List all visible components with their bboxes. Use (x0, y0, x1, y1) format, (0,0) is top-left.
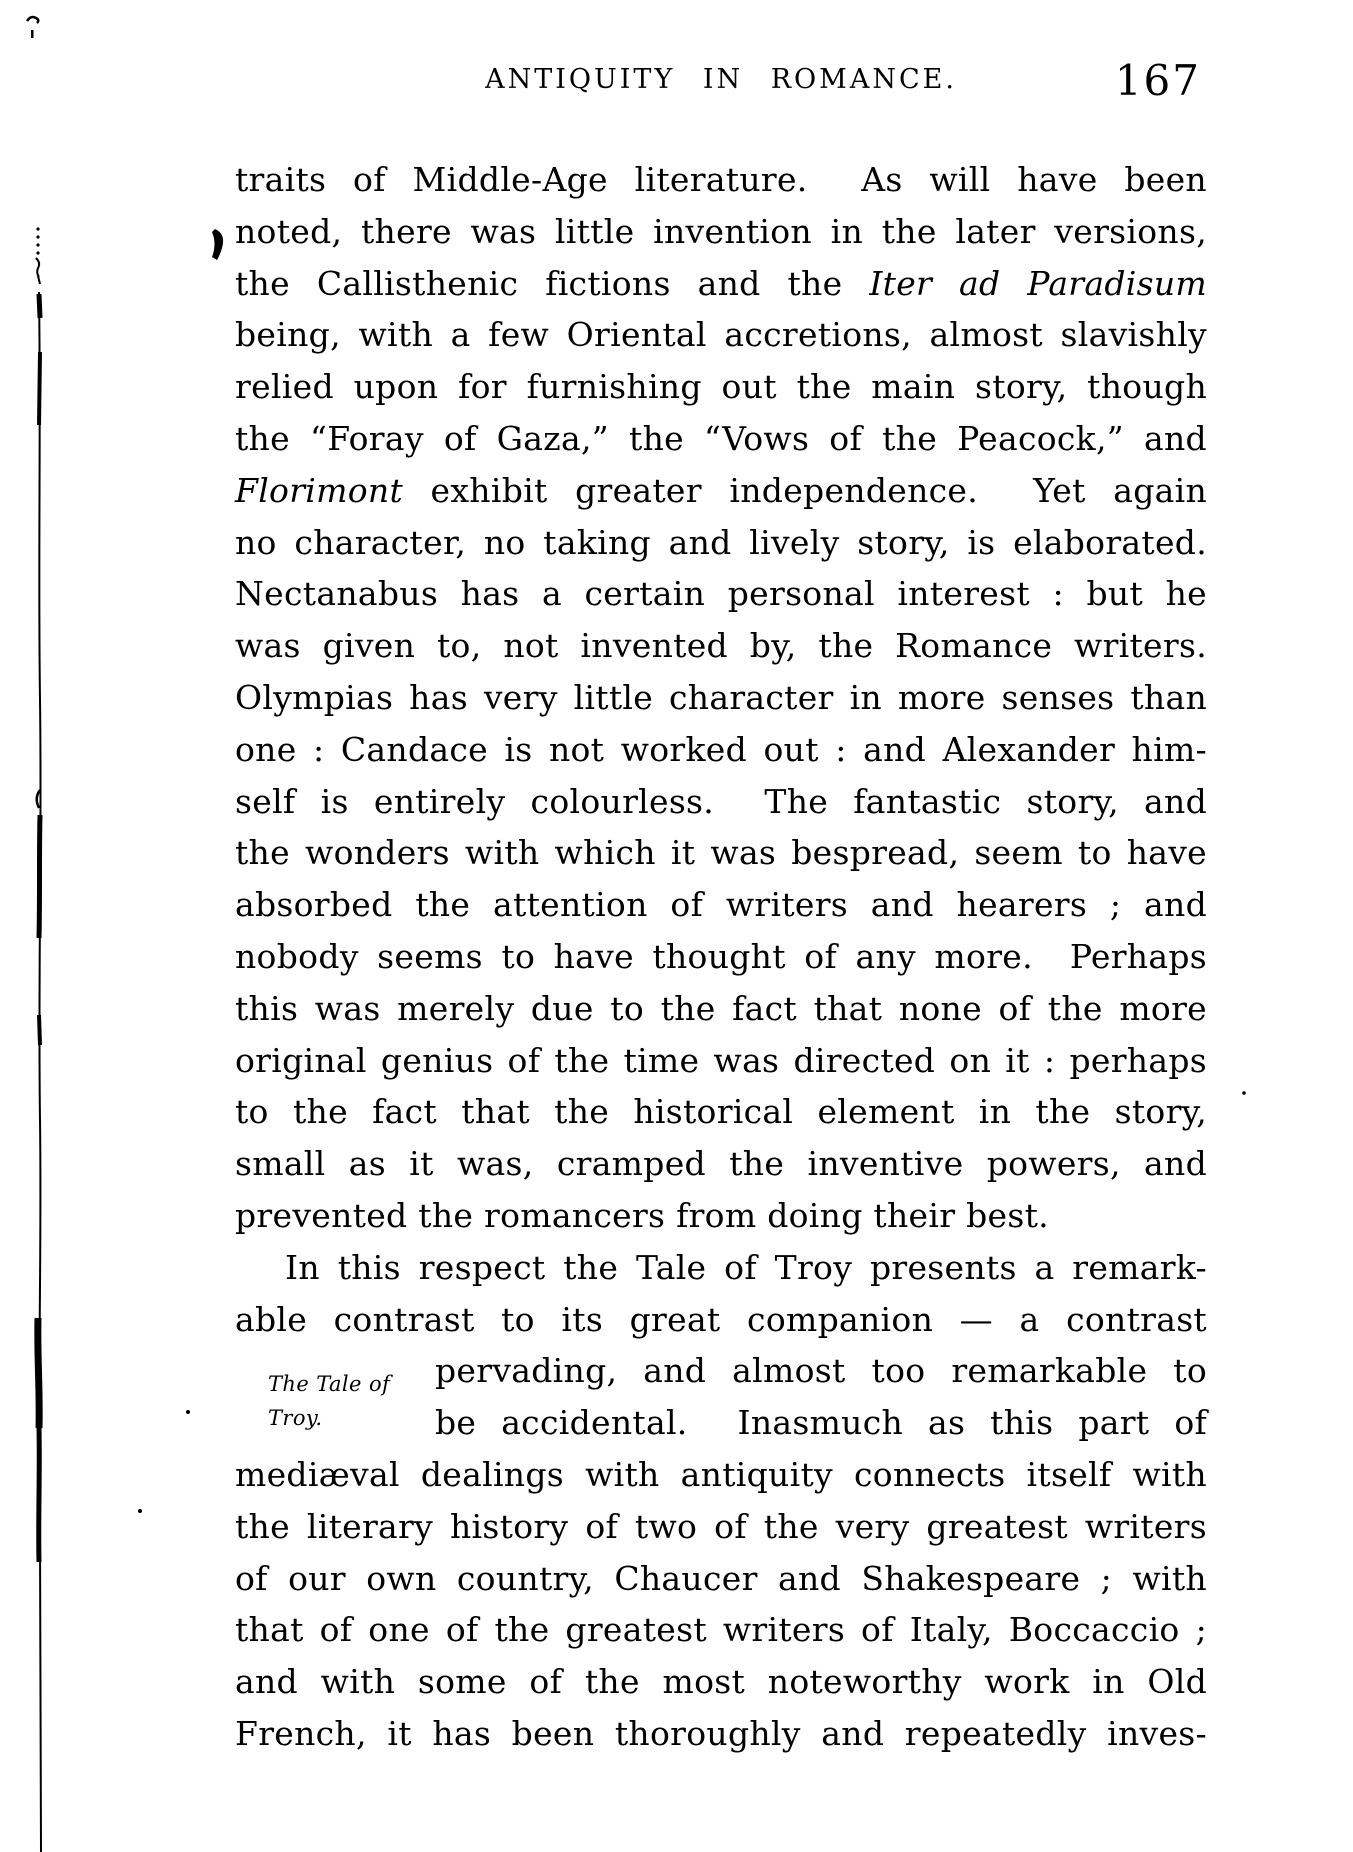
binding-line-artifact (39, 292, 41, 1852)
text-line (235, 1138, 1207, 1190)
top-left-dot-artifact (31, 30, 34, 38)
binding-line-thick-4 (39, 1015, 40, 1045)
text-segment: this was merely due to the fact that none of the more (235, 988, 1207, 1028)
text-line (235, 672, 1207, 724)
left-edge-brace-artifact (36, 258, 39, 277)
text-line (235, 1656, 1207, 1708)
text-segment: mediæval dealings with antiquity connects itself with (235, 1454, 1207, 1494)
text-segment: was given to, not invented by, the Romance writers. (235, 626, 1207, 666)
speck-artifact-1 (186, 1410, 190, 1414)
binding-line-thick-1 (39, 294, 40, 318)
binding-line-hook (37, 790, 40, 808)
text-segment: traits of Middle-Age literature. As will have been (235, 160, 1207, 199)
text-segment: Olympias has very little character in more senses than (235, 677, 1207, 717)
binding-line-thick-2 (39, 352, 40, 425)
text-block (235, 154, 1207, 1760)
text-segment: and with some of the most noteworthy work in Old (235, 1662, 1207, 1702)
text-segment: able contrast to its great companion — a contrast (235, 1299, 1207, 1339)
text-line (235, 983, 1207, 1035)
text-line (235, 206, 1207, 258)
speck-artifact-2 (138, 1509, 142, 1513)
text-line (235, 309, 1207, 361)
text-line (235, 465, 1207, 517)
text-line (235, 620, 1207, 672)
text-line (235, 1604, 1207, 1656)
text-line (235, 1035, 1207, 1087)
text-line (235, 413, 1207, 465)
text-segment: exhibit greater independence. Yet again (403, 470, 1207, 510)
text-segment: the literary history of two of the very greatest writers (235, 1506, 1207, 1546)
text-segment: nobody seems to have thought of any more. Perhaps (235, 936, 1207, 976)
top-left-mark-artifact (27, 17, 38, 23)
text-line (235, 1190, 1207, 1242)
page-number: 167 (1114, 56, 1201, 105)
left-edge-dots-artifact (36, 227, 39, 254)
margin-note-line-1: The Tale of (268, 1372, 391, 1396)
ink-mark-artifact (212, 229, 223, 260)
text-segment: the “Foray of Gaza,” the “Vows of the Peacock,” and (235, 418, 1207, 458)
binding-line-thick-3 (39, 815, 40, 938)
text-line (235, 879, 1207, 931)
left-edge-tick-artifact (38, 276, 40, 284)
text-line (235, 568, 1207, 620)
text-segment: self is entirely colourless. The fantastic story, and (235, 781, 1207, 821)
italic-text-segment: Florimont (235, 470, 404, 510)
text-line (235, 1553, 1207, 1605)
text-segment: the Callisthenic fictions and the (235, 263, 870, 303)
text-line (235, 1501, 1207, 1553)
text-segment: original genius of the time was directed on it : perhaps (235, 1040, 1207, 1080)
running-header: ANTIQUITY IN ROMANCE. (485, 64, 957, 95)
binding-line-thick-5 (38, 1318, 39, 1428)
margin-note (268, 1367, 390, 1435)
text-segment: to the fact that the historical element in the story, (235, 1092, 1207, 1132)
text-segment: pervading, and almost too remarkable to (435, 1351, 1207, 1391)
text-line (235, 361, 1207, 413)
text-line (235, 517, 1207, 569)
text-segment: In this respect the Tale of Troy presents a remark- (285, 1247, 1207, 1287)
text-line (235, 1242, 1207, 1294)
text-segment: being, with a few Oriental accretions, almost slavishly (235, 315, 1207, 355)
text-line (235, 1294, 1207, 1346)
text-line (235, 1086, 1207, 1138)
text-segment: the wonders with which it was bespread, seem to have (235, 833, 1207, 873)
text-segment: French, it has been thoroughly and repeatedly inves- (235, 1713, 1207, 1753)
text-segment: prevented the romancers from doing their best. (235, 1195, 1049, 1235)
text-line (235, 1449, 1207, 1501)
text-line (235, 1708, 1207, 1760)
text-segment: one : Candace is not worked out : and Alexander him- (235, 729, 1207, 769)
text-line (235, 776, 1207, 828)
text-segment: Nectanabus has a certain personal interest : but he (235, 574, 1207, 614)
text-segment: that of one of the greatest writers of Italy, Boccaccio ; (235, 1610, 1207, 1650)
text-line (235, 931, 1207, 983)
text-segment: noted, there was little invention in the later versions, (235, 211, 1207, 251)
text-line (235, 154, 1207, 206)
text-line (235, 827, 1207, 879)
italic-text-segment: Iter ad Paradisum (869, 263, 1208, 303)
binding-line-thick-6 (39, 1428, 40, 1562)
text-segment: small as it was, cramped the inventive powers, and (235, 1144, 1207, 1184)
text-segment: relied upon for furnishing out the main story, though (235, 367, 1207, 407)
margin-note-line-2: Troy. (268, 1406, 323, 1430)
text-line (235, 258, 1207, 310)
text-line (235, 724, 1207, 776)
text-segment: no character, no taking and lively story, is elaborated. (235, 522, 1207, 562)
speck-artifact-3 (1242, 1091, 1246, 1095)
text-segment: be accidental. Inasmuch as this part of (435, 1403, 1207, 1443)
text-segment: of our own country, Chaucer and Shakespeare ; with (235, 1558, 1207, 1598)
text-segment: absorbed the attention of writers and hearers ; and (235, 885, 1207, 925)
